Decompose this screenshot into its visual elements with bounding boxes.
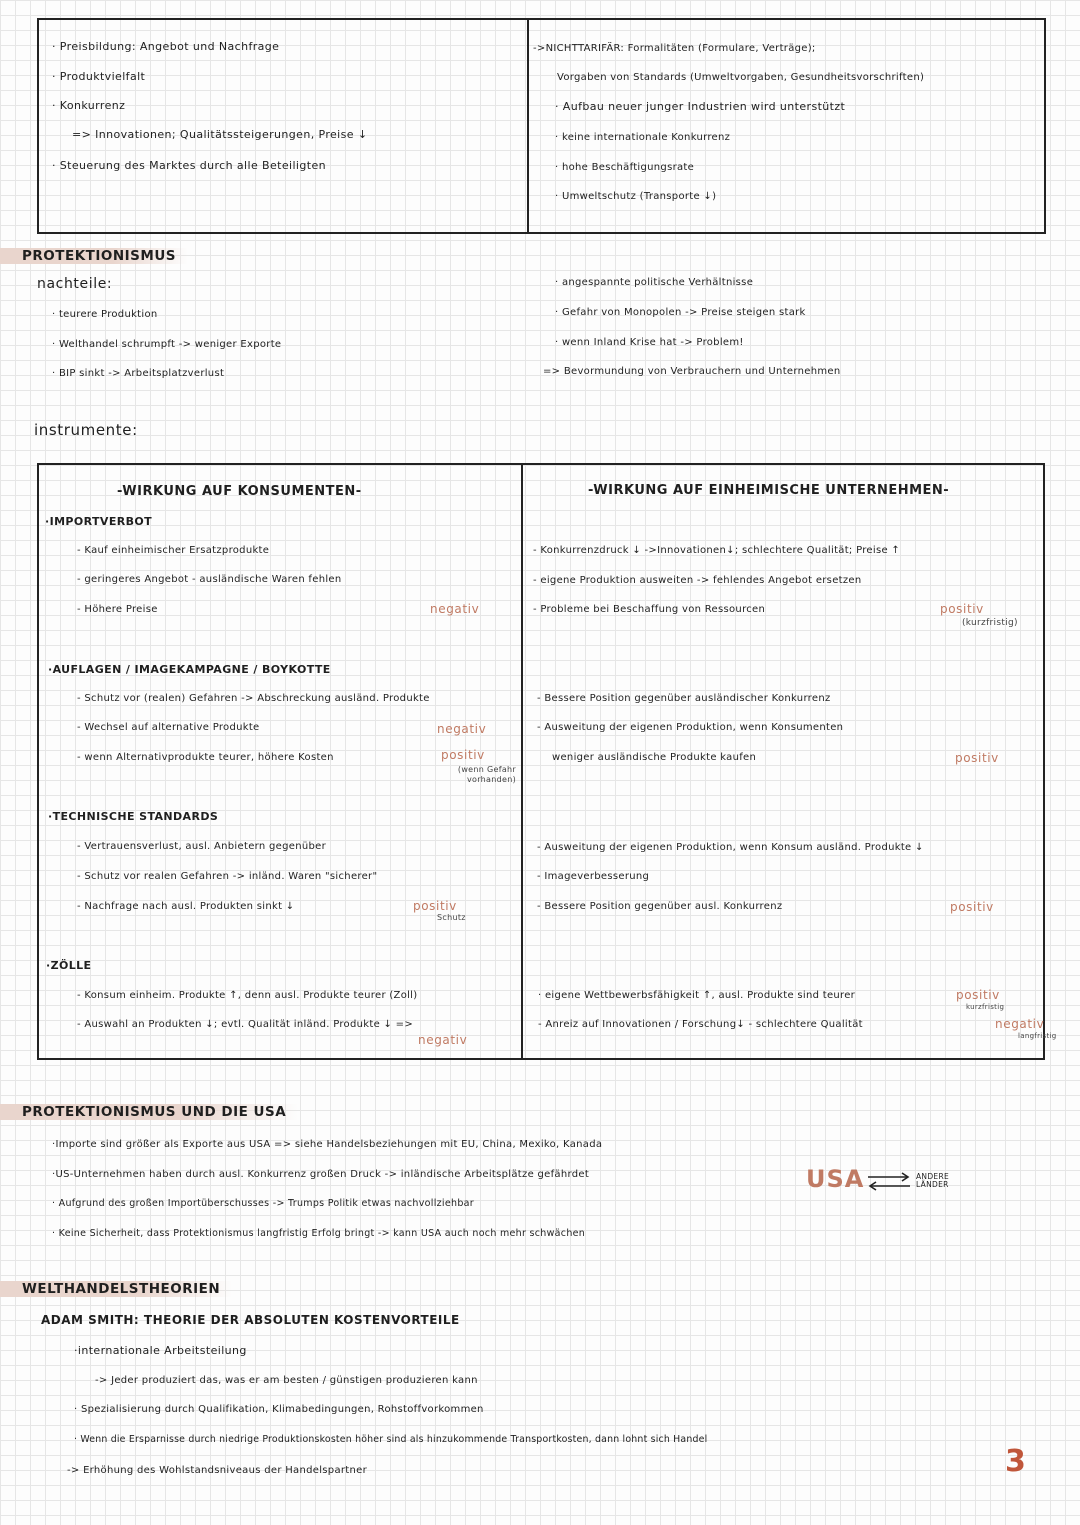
top-right-line: ->NICHTTARIFÄR: Formalitäten (Formulare, Verträge); [533,43,816,54]
top-right-line: · hohe Beschäftigungsrate [555,162,695,173]
usa-line: ·Importe sind größer als Exporte aus USA => siehe Handelsbeziehungen mit EU, China, Mexiko, Kanada [52,1139,603,1150]
instrument-effect: · eigene Wettbewerbsfähigkeit ↑, ausl. Produkte sind teurer [538,990,856,1001]
rating-note: Schutz [437,913,466,922]
instrument-effect: - Schutz vor realen Gefahren -> inländ. Waren "sicherer" [77,871,378,882]
instrument-effect: - Wechsel auf alternative Produkte [77,722,260,733]
top-right-line: · Umweltschutz (Transporte ↓) [555,191,717,202]
instrument-effect: - Kauf einheimischer Ersatzprodukte [77,545,270,556]
diagram-other-label: ANDERE LÄNDER [916,1172,950,1189]
section-title-usa: PROTEKTIONISMUS UND DIE USA [0,1104,298,1120]
instrument-effect: - Konkurrenzdruck ↓ ->Innovationen↓; schlechtere Qualität; Preise ↑ [533,545,901,556]
top-right-line: · Aufbau neuer junger Industrien wird unterstützt [555,100,846,113]
rating-positiv: positiv [950,900,994,914]
instrument-effect: - Bessere Position gegenüber ausl. Konkurrenz [537,901,783,912]
instrument-effect: - Vertrauensverlust, ausl. Anbietern gegenüber [77,841,326,852]
column-head-unternehmen: -WIRKUNG AUF EINHEIMISCHE UNTERNEHMEN- [588,483,950,498]
trade-arrows-icon [866,1171,912,1193]
theory-line: · Spezialisierung durch Qualifikation, Klimabedingungen, Rohstoffvorkommen [74,1404,484,1415]
instrument-effect: - Schutz vor (realen) Gefahren -> Abschreckung ausländ. Produkte [77,693,430,704]
instrument-effect: - eigene Produktion ausweiten -> fehlendes Angebot ersetzen [533,575,862,586]
nachteil-item: · teurere Produktion [52,309,158,320]
diagram-usa-label: USA [806,1165,865,1193]
theory-line: · Wenn die Ersparnisse durch niedrige Produktionskosten höher sind als hinzukommende Transportkosten, dann lohnt sich Handel [74,1434,708,1445]
instrument-effect: - Nachfrage nach ausl. Produkten sinkt ↓ [77,901,295,912]
instrument-label-auflagen: ·AUFLAGEN / IMAGEKAMPAGNE / BOYKOTTE [48,663,331,676]
top-left-line: · Konkurrenz [52,99,126,112]
top-left-line: · Steuerung des Marktes durch alle Beteiligten [52,159,327,172]
top-right-line: · keine internationale Konkurrenz [555,132,731,143]
theory-line: -> Erhöhung des Wohlstandsniveaus der Handelspartner [67,1465,368,1476]
nachteil-item: · BIP sinkt -> Arbeitsplatzverlust [52,368,225,379]
rating-note: langfristig [1018,1032,1057,1040]
top-left-line: · Produktvielfalt [52,70,146,83]
rating-positiv: positiv [940,602,984,616]
instrument-effect: - Ausweitung der eigenen Produktion, wenn Konsumenten [537,722,844,733]
usa-line: ·US-Unternehmen haben durch ausl. Konkurrenz großen Druck -> inländische Arbeitsplätze gefährdet [52,1169,590,1180]
instrumente-table-divider [521,463,523,1060]
instrument-label-importverbot: ·IMPORTVERBOT [45,515,153,528]
instrument-effect: - geringeres Angebot - ausländische Waren fehlen [77,574,342,585]
theory-line: -> Jeder produziert das, was er am besten / günstigen produzieren kann [95,1375,478,1386]
rating-positiv: positiv [955,751,999,765]
rating-note: kurzfristig [966,1003,1005,1011]
instrument-effect: - Höhere Preise [77,604,158,615]
nachteil-item: · Gefahr von Monopolen -> Preise steigen stark [555,307,806,318]
usa-line: · Keine Sicherheit, dass Protektionismus langfristig Erfolg bringt -> kann USA auch noch mehr schwächen [52,1228,586,1239]
rating-negativ: negativ [418,1033,468,1047]
top-right-line: Vorgaben von Standards (Umweltvorgaben, Gesundheitsvorschriften) [557,72,925,83]
theory-line: ·internationale Arbeitsteilung [74,1344,247,1357]
rating-negativ: negativ [437,722,487,736]
nachteil-item: · Welthandel schrumpft -> weniger Exporte [52,339,282,350]
rating-positiv: positiv [441,748,485,762]
instrument-effect: - Auswahl an Produkten ↓; evtl. Qualität inländ. Produkte ↓ => [77,1019,414,1030]
usa-line: · Aufgrund des großen Importüberschusses -> Trumps Politik etwas nachvollziehbar [52,1198,474,1209]
nachteil-item: · wenn Inland Krise hat -> Problem! [555,337,744,348]
top-table-divider [527,18,529,234]
rating-positiv: positiv [413,899,457,913]
instrument-label-standards: ·TECHNISCHE STANDARDS [48,810,219,823]
nachteile-label: nachteile: [37,276,113,292]
instrument-effect: - Bessere Position gegenüber ausländischer Konkurrenz [537,693,831,704]
top-left-line: => Innovationen; Qualitätssteigerungen, Preise ↓ [72,128,368,141]
instrument-label-zoelle: ·ZÖLLE [46,959,92,972]
rating-negativ: negativ [430,602,480,616]
rating-note: (kurzfristig) [962,618,1018,628]
instrument-effect: - Imageverbesserung [537,871,650,882]
instrument-effect: - Ausweitung der eigenen Produktion, wenn Konsum ausländ. Produkte ↓ [537,842,924,853]
instrument-effect: - Probleme bei Beschaffung von Ressourcen [533,604,766,615]
instrument-effect: - Konsum einheim. Produkte ↑, denn ausl. Produkte teurer (Zoll) [77,990,418,1001]
instrument-effect: - wenn Alternativprodukte teurer, höhere Kosten [77,752,334,763]
page-number: 3 [1005,1444,1026,1479]
rating-negativ: negativ [995,1017,1045,1031]
rating-note: (wenn Gefahr vorhanden) [457,765,516,784]
section-title-protektionismus: PROTEKTIONISMUS [0,248,188,264]
theory-subtitle: ADAM SMITH: THEORIE DER ABSOLUTEN KOSTENVORTEILE [41,1313,460,1327]
section-title-welthandel: WELTHANDELSTHEORIEN [0,1281,232,1297]
rating-positiv: positiv [956,988,1000,1002]
nachteil-item: · angespannte politische Verhältnisse [555,277,754,288]
instrument-effect: weniger ausländische Produkte kaufen [552,752,757,763]
top-left-line: · Preisbildung: Angebot und Nachfrage [52,40,280,53]
instrumente-label: instrumente: [34,421,138,439]
instrument-effect: - Anreiz auf Innovationen / Forschung↓ - schlechtere Qualität [538,1019,863,1030]
nachteil-item: => Bevormundung von Verbrauchern und Unternehmen [543,366,841,377]
column-head-konsumenten: -WIRKUNG AUF KONSUMENTEN- [117,484,362,499]
